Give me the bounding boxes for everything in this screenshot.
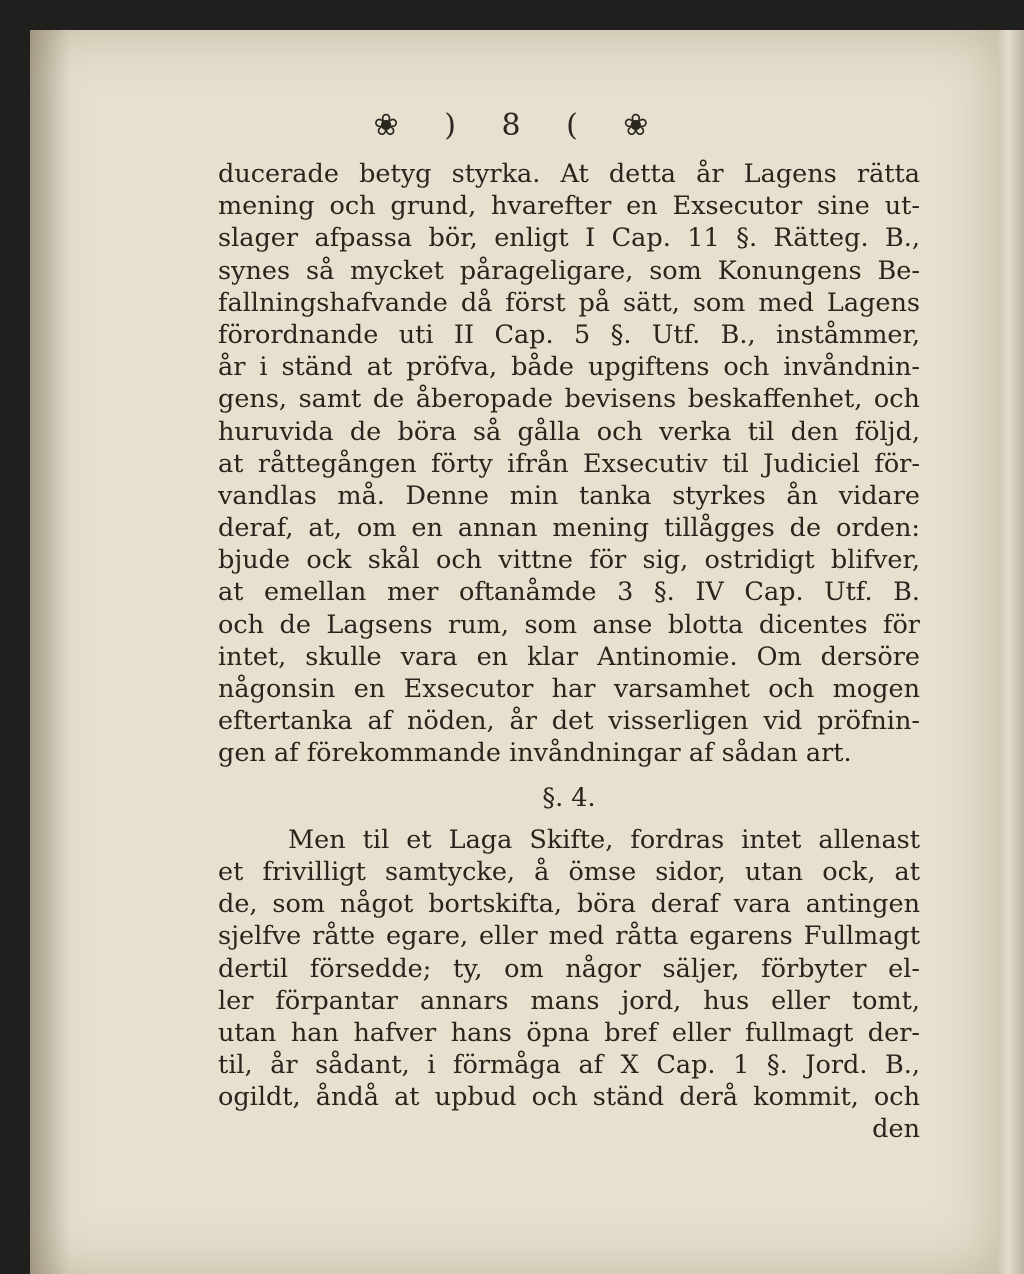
text-line: deraf, at, om en annan mening tillågges de orden:	[218, 513, 920, 544]
text-line: någonsin en Exsecutor har varsamhet och mogen	[218, 674, 920, 704]
text-line: ducerade betyg styrka. At detta år Lagens rätta	[218, 159, 920, 189]
page-body	[218, 158, 920, 1146]
text-line: de, som något bortskifta, böra deraf vara antingen	[218, 889, 920, 920]
text-line: ler förpantar annars mans jord, hus eller tomt,	[218, 985, 920, 1016]
text-line: och de Lagsens rum, som anse blotta dicentes för	[218, 609, 920, 640]
paragraph-2	[218, 824, 920, 1146]
text-line: dertil försedde; ty, om någor säljer, förbyter el-	[218, 953, 920, 984]
text-line: at råttegången förty ifrån Exsecutiv til Judiciel för-	[218, 448, 920, 479]
text-line: at emellan mer oftanåmde 3 §. IV Cap. Utf. B.	[218, 577, 920, 608]
text-line: et frivilligt samtycke, å ömse sidor, utan ock, at	[218, 856, 920, 887]
text-line: gen af förekommande invåndningar af sådan art.	[218, 738, 852, 769]
paragraph-1	[218, 158, 920, 770]
text-line: eftertanka af nöden, år det visserligen vid pröfnin-	[218, 706, 920, 737]
text-line: slager afpassa bör, enligt I Cap. 11 §. Rätteg. B.,	[218, 223, 920, 254]
text-line: förordnande uti II Cap. 5 §. Utf. B., inståmmer,	[218, 319, 920, 350]
text-line: fallningshafvande då först på sätt, som med Lagens	[218, 287, 920, 318]
page-gutter-shadow	[30, 30, 70, 1274]
text-line: Men til et Laga Skifte, fordras intet allenast	[288, 824, 920, 855]
next-page-edge	[998, 30, 1024, 1274]
text-line: utan han hafver hans öpna bref eller fullmagt der-	[218, 1017, 920, 1048]
text-line: sjelfve råtte egare, eller med råtta egarens Fullmagt	[218, 921, 920, 952]
text-line: intet, skulle vara en klar Antinomie. Om dersöre	[218, 641, 920, 672]
text-line: til, år sådant, i förmåga af X Cap. 1 §. Jord. B.,	[218, 1050, 920, 1081]
text-line: vandlas må. Denne min tanka styrkes ån vidare	[218, 480, 920, 511]
text-line: år i ständ at pröfva, både upgiftens och invåndnin-	[218, 352, 920, 383]
text-line: gens, samt de åberopade bevisens beskaffenhet, och	[218, 384, 920, 415]
text-line: huruvida de böra så gålla och verka til den följd,	[218, 416, 920, 447]
page-header: ❀ ) 8 ( ❀	[373, 108, 667, 143]
text-line: synes så mycket pårageligare, som Konungens Be-	[218, 255, 920, 286]
text-line: ogildt, åndå at upbud och ständ derå kommit, och	[218, 1082, 920, 1113]
section-heading: §. 4.	[542, 782, 596, 813]
catchword: den	[872, 1114, 920, 1145]
text-line: mening och grund, hvarefter en Exsecutor sine ut-	[218, 191, 920, 222]
text-line: bjude ock skål och vittne för sig, ostridigt blifver,	[218, 545, 920, 576]
